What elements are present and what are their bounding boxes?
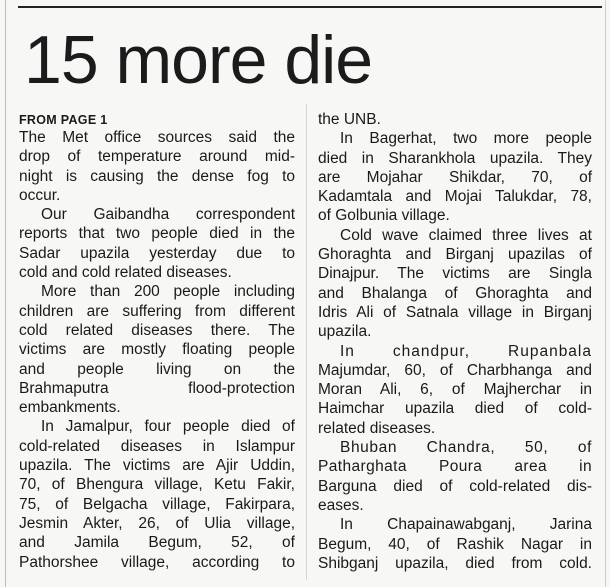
paragraph-dinajpur bbox=[318, 226, 592, 342]
text-line: In Bagerhat, two more people bbox=[340, 130, 592, 148]
top-rule bbox=[18, 6, 602, 8]
text-line: cold related diseases there. The bbox=[19, 321, 295, 339]
text-line: In Chapainawabganj, Jarina bbox=[340, 516, 592, 534]
article-column-left bbox=[19, 110, 295, 572]
text-line: and Bhalanga of Ghoraghta and bbox=[318, 284, 592, 302]
paragraph-jamalpur bbox=[19, 417, 295, 571]
paragraph-gaibandha bbox=[19, 205, 295, 282]
text-line: occur. bbox=[19, 186, 61, 204]
text-line: upazila. bbox=[318, 323, 372, 341]
text-line: night is causing the dense fog to bbox=[19, 167, 295, 185]
text-line: Our Gaibandha correspondent bbox=[41, 206, 295, 224]
paragraph-barguna bbox=[318, 438, 592, 515]
text-line: related diseases. bbox=[318, 419, 436, 437]
text-line: 75, of Belgacha village, Fakirpara, bbox=[19, 495, 295, 513]
text-line: Majumdar, 60, of Charbhanga and bbox=[318, 361, 592, 379]
text-line: Shibganj upazila, died from cold. bbox=[318, 554, 592, 572]
text-line: embankments. bbox=[19, 399, 121, 417]
headline: 15 more die bbox=[24, 22, 373, 98]
text-line: 70, of Bhengura village, Ketu Fakir, bbox=[19, 476, 295, 494]
text-line: Cold wave claimed three lives at bbox=[340, 226, 592, 244]
text-line: reports that two people died in the bbox=[19, 225, 295, 243]
paragraph-bagerhat bbox=[318, 129, 592, 225]
column-separator bbox=[306, 104, 307, 580]
text-line: Bhuban Chandra, 50, of bbox=[340, 439, 592, 457]
text-line: victims are mostly floating people bbox=[19, 341, 295, 359]
paragraph-children-suffering bbox=[19, 282, 295, 417]
text-line: More than 200 people including bbox=[41, 283, 295, 301]
left-edge-rule bbox=[5, 0, 6, 587]
text-line: Jesmin Akter, 26, of Ulia village, bbox=[19, 514, 295, 532]
text-line: are Mojahar Shikdar, 70, of bbox=[318, 168, 592, 186]
text-line: Haimchar upazila died of cold- bbox=[318, 400, 592, 418]
text-line: Kadamtala and Mojai Talukdar, 78, bbox=[318, 188, 592, 206]
text-line: In Jamalpur, four people died of bbox=[41, 418, 295, 436]
text-line: children are suffering from different bbox=[19, 302, 295, 320]
text-line: Barguna died of cold-related dis- bbox=[318, 477, 592, 495]
text-line: In chandpur, Rupanbala bbox=[340, 342, 592, 360]
text-line: of Golbunia village. bbox=[318, 207, 450, 225]
continued-from-label: FROM PAGE 1 bbox=[19, 113, 108, 127]
text-line: Sadar upazila yesterday due to bbox=[19, 244, 295, 262]
text-line: the UNB. bbox=[318, 111, 381, 128]
text-line: Begum, 40, of Rashik Nagar in bbox=[318, 535, 592, 553]
paragraph-met-office bbox=[19, 128, 295, 205]
text-line: cold and cold related diseases. bbox=[19, 264, 232, 282]
text-line: and people living on the bbox=[19, 360, 295, 378]
text-line: and Jamila Begum, 52, of bbox=[19, 534, 295, 552]
text-line: Ghoraghta and Birganj upazilas of bbox=[318, 246, 592, 264]
text-line: Pathorshee village, according to bbox=[19, 553, 295, 571]
text-line: eases. bbox=[318, 496, 364, 514]
article-column-right bbox=[318, 110, 592, 573]
paragraph-chapainawabganj bbox=[318, 515, 592, 573]
paragraph-unb-continuation bbox=[318, 110, 592, 129]
text-line: upazila. The victims are Ajir Uddin, bbox=[19, 457, 295, 475]
paragraph-chandpur bbox=[318, 342, 592, 438]
right-edge-rule bbox=[605, 0, 606, 587]
text-line: Idris Ali of Satnala village in Birganj bbox=[318, 303, 592, 321]
text-line: cold-related diseases in Islampur bbox=[19, 437, 295, 455]
text-line: Dinajpur. The victims are Singla bbox=[318, 265, 592, 283]
text-line: died in Sharankhola upazila. They bbox=[318, 149, 592, 167]
text-line: The Met office sources said the bbox=[19, 129, 295, 146]
text-line: drop of temperature around mid- bbox=[19, 148, 295, 166]
text-line: Moran Ali, 6, of Majherchar in bbox=[318, 381, 592, 399]
text-line: Patharghata Poura area in bbox=[318, 458, 592, 476]
text-line: Brahmaputra flood-protection bbox=[19, 379, 295, 397]
